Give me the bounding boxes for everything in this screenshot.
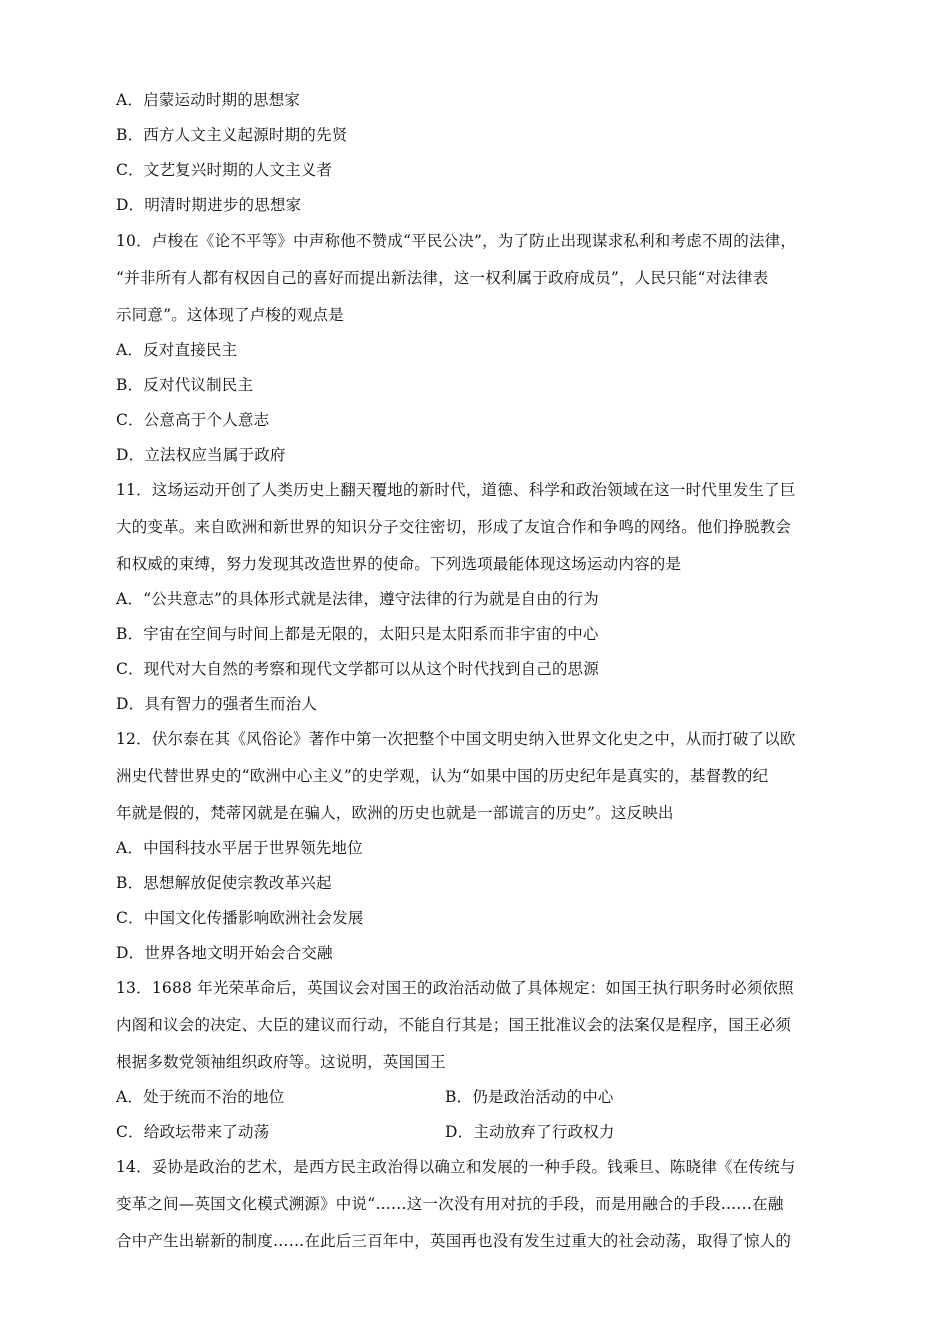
q10-option-a: A．反对直接民主 [116,341,238,359]
q12-option-d: D．世界各地文明开始会合交融 [116,944,333,962]
q14-stem-line-2: 变革之间—英国文化模式溯源》中说“……这一次没有用对抗的手段，而是用融合的手段……在融 [116,1195,784,1213]
q9-option-a: A．启蒙运动时期的思想家 [116,91,301,109]
q10-option-c: C．公意高于个人意志 [116,411,270,429]
q14-stem-line-3: 合中产生出崭新的制度……在此后三百年中，英国再也没有发生过重大的社会动荡，取得了惊人的 [116,1232,792,1250]
q14-stem-line-1: 14．妥协是政治的艺术，是西方民主政治得以确立和发展的一种手段。钱乘旦、陈晓律《在传统与 [116,1158,796,1176]
q12-option-a: A．中国科技水平居于世界领先地位 [116,839,363,857]
q9-option-c: C．文艺复兴时期的人文主义者 [116,161,333,179]
q13-stem-line-3: 根据多数党领袖组织政府等。这说明，英国国王 [116,1053,446,1071]
q13-stem-line-1: 13．1688 年光荣革命后，英国议会对国王的政治活动做了具体规定：如国王执行职务时必须依照 [116,979,794,997]
q13-option-c: C．给政坛带来了动荡 [116,1123,270,1141]
q9-option-d: D．明清时期进步的思想家 [116,196,302,214]
q11-option-b: B．宇宙在空间与时间上都是无限的，太阳只是太阳系而非宇宙的中心 [116,625,599,643]
q10-option-b: B．反对代议制民主 [116,376,254,394]
q11-option-a: A．“公共意志”的具体形式就是法律，遵守法律的行为就是自由的行为 [116,590,599,608]
q11-stem-line-2: 大的变革。来自欧洲和新世界的知识分子交往密切，形成了友谊合作和争鸣的网络。他们挣脱教会 [116,518,792,536]
q13-option-a: A．处于统而不治的地位 [116,1088,285,1106]
q10-option-d: D．立法权应当属于政府 [116,446,286,464]
q12-stem-line-1: 12．伏尔泰在其《风俗论》著作中第一次把整个中国文明史纳入世界文化史之中，从而打破了以欧 [116,730,796,748]
q12-stem-line-3: 年就是假的，梵蒂冈就是在骗人，欧洲的历史也就是一部谎言的历史”。这反映出 [116,804,674,822]
q13-option-b: B．仍是政治活动的中心 [445,1088,614,1106]
q13-stem-line-2: 内阁和议会的决定、大臣的建议而行动，不能自行其是；国王批准议会的法案仅是程序，国王必须 [116,1016,792,1034]
q12-stem-line-2: 洲史代替世界史的“欧洲中心主义”的史学观，认为“如果中国的历史纪年是真实的，基督教的纪 [116,767,769,785]
q12-option-b: B．思想解放促使宗教改革兴起 [116,874,332,892]
q9-option-b: B．西方人文主义起源时期的先贤 [116,126,348,144]
q11-option-c: C．现代对大自然的考察和现代文学都可以从这个时代找到自己的思源 [116,660,600,678]
q13-option-d: D．主动放弃了行政权力 [445,1123,615,1141]
q10-stem-line-2: “并非所有人都有权因自己的喜好而提出新法律，这一权利属于政府成员”，人民只能“对法律表 [116,269,769,287]
q11-stem-line-3: 和权威的束缚，努力发现其改造世界的使命。下列选项最能体现这场运动内容的是 [116,555,682,573]
q11-stem-line-1: 11．这场运动开创了人类历史上翻天覆地的新时代，道德、科学和政治领域在这一时代里发生了巨 [116,481,796,499]
q12-option-c: C．中国文化传播影响欧洲社会发展 [116,909,364,927]
q11-option-d: D．具有智力的强者生而治人 [116,695,318,713]
q10-stem-line-3: 示同意”。这体现了卢梭的观点是 [116,306,344,324]
q10-stem-line-1: 10．卢梭在《论不平等》中声称他不赞成“平民公决”，为了防止出现谋求私利和考虑不周的法律， [116,232,797,250]
